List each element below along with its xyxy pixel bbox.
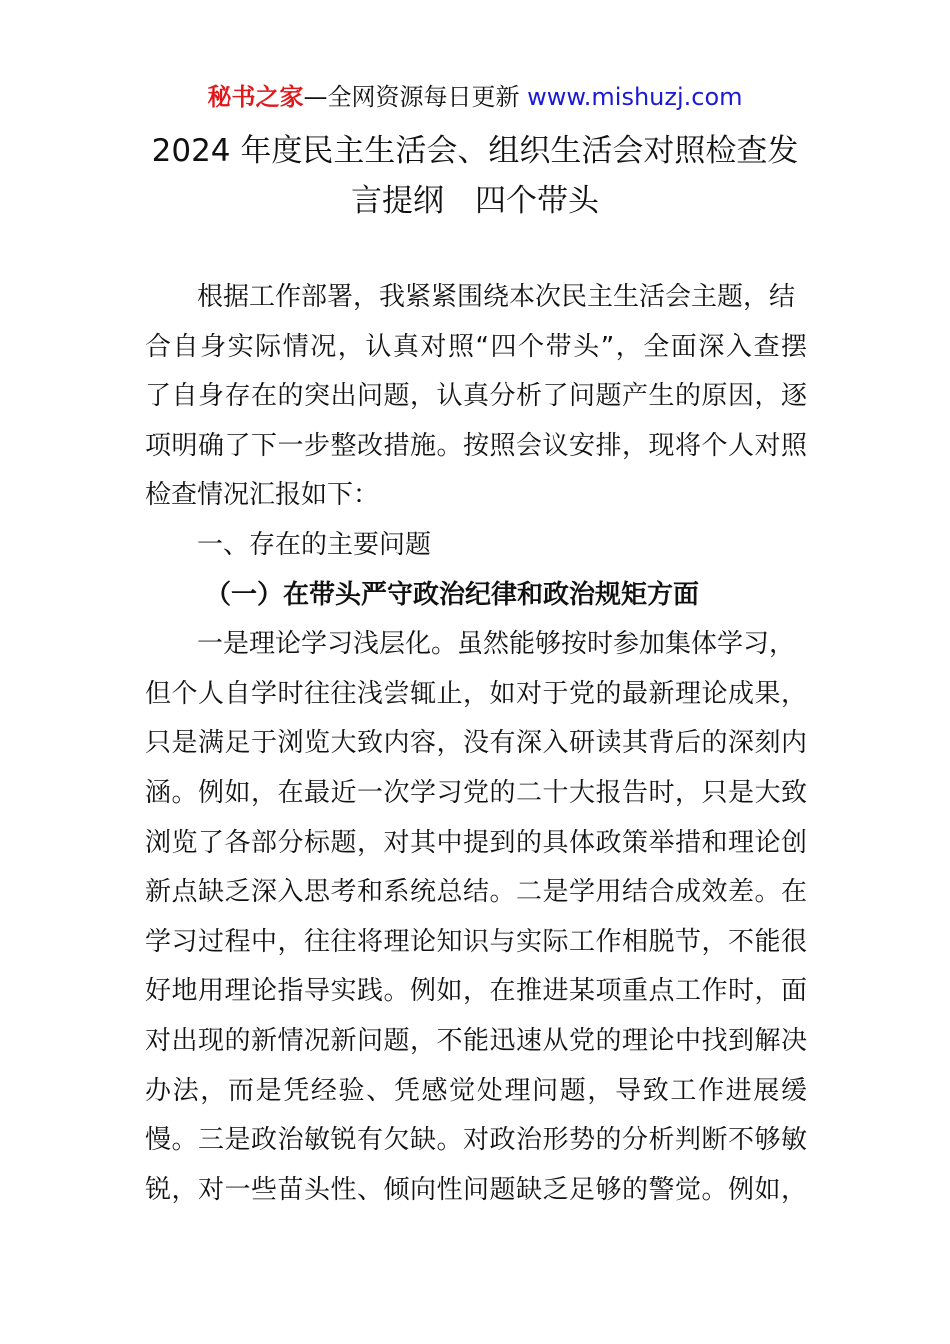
- document-title: [0, 126, 950, 226]
- subsection-heading: （一）在带头严守政治纪律和政治规矩方面: [205, 579, 700, 610]
- banner-site-url[interactable]: www.mishuzj.com: [527, 83, 743, 111]
- body-line: 慢。三是政治敏锐有欠缺。对政治形势的分析判断不够敏: [145, 1125, 807, 1156]
- banner-brand: 秘书之家: [207, 83, 304, 111]
- body-line: 一是理论学习浅层化。虽然能够按时参加集体学习，: [197, 629, 796, 660]
- body-line: 锐，对一些苗头性、倾向性问题缺乏足够的警觉。例如，: [145, 1174, 807, 1205]
- body-line: 浏览了各部分标题，对其中提到的具体政策举措和理论创: [145, 827, 807, 858]
- body-line: 检查情况汇报如下：: [145, 480, 380, 511]
- body-line: 涵。例如，在最近一次学习党的二十大报告时，只是大致: [145, 777, 807, 808]
- body-line: 但个人自学时往往浅尝辄止，如对于党的最新理论成果，: [145, 678, 807, 709]
- body-line: 新点缺乏深入思考和系统总结。二是学用结合成效差。在: [145, 877, 807, 908]
- section-heading: 一、存在的主要问题: [197, 529, 432, 560]
- body-line: 根据工作部署，我紧紧围绕本次民主生活会主题，结: [197, 282, 796, 312]
- body-line: 只是满足于浏览大致内容，没有深入研读其背后的深刻内: [145, 728, 807, 759]
- body-line: 对出现的新情况新问题，不能迅速从党的理论中找到解决: [145, 1025, 807, 1056]
- body-line: 了自身存在的突出问题，认真分析了问题产生的原因，逐: [145, 381, 807, 412]
- body-line: 合自身实际情况，认真对照“四个带头”，全面深入查摆: [145, 331, 807, 362]
- site-banner: [0, 80, 950, 114]
- title-line-2: 言提纲 四个带头: [351, 183, 599, 219]
- body-line: 好地用理论指导实践。例如，在推进某项重点工作时，面: [145, 976, 807, 1007]
- body-line: 学习过程中，往往将理论知识与实际工作相脱节，不能很: [145, 926, 807, 957]
- body-line: 项明确了下一步整改措施。按照会议安排，现将个人对照: [145, 430, 807, 461]
- title-line-1: 2024 年度民主生活会、组织生活会对照检查发: [151, 133, 799, 169]
- body-line: 办法，而是凭经验、凭感觉处理问题，导致工作进展缓: [145, 1075, 807, 1106]
- document-body: [145, 273, 807, 1215]
- banner-tagline: —全网资源每日更新: [303, 83, 528, 111]
